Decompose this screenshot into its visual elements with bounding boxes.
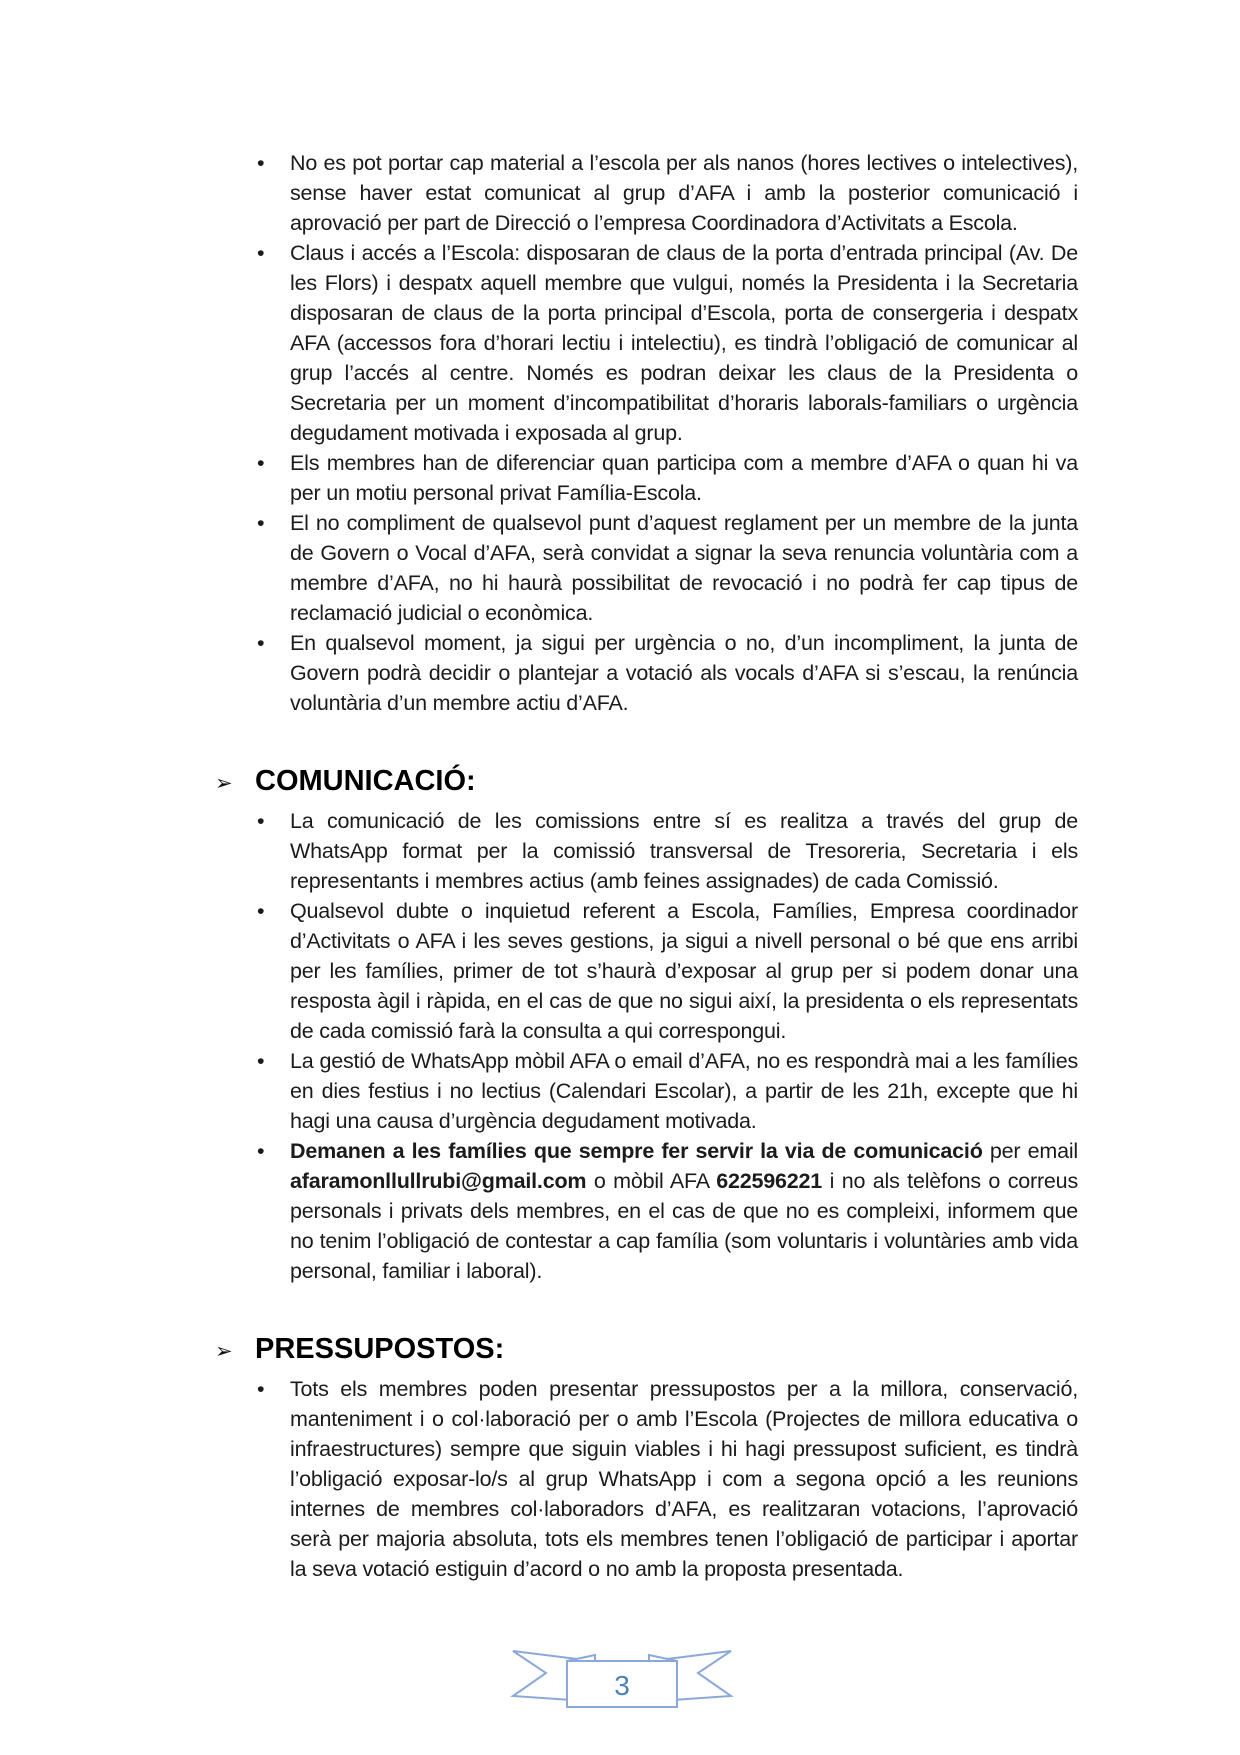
text-run: El no compliment de qualsevol punt d’aquest reglament per un membre de la junta de Govern o Vocal d’AFA, serà convidat a signar la seva renuncia voluntària com a membre d’AFA, no hi haurà possibilitat de revocació i no podrà fer cap tipus de reclamació judicial o econòmica. bbox=[290, 511, 1078, 625]
text-run: per email bbox=[982, 1139, 1079, 1163]
list-item bbox=[290, 806, 1078, 896]
text-run: Els membres han de diferenciar quan participa com a membre d’AFA o quan hi va per un motiu personal privat Família-Escola. bbox=[290, 451, 1078, 505]
bold-text-run: Demanen a les famílies que sempre fer servir la via de comunicació bbox=[290, 1139, 983, 1163]
comunicacio-title: COMUNICACIÓ: bbox=[255, 765, 476, 797]
list-item bbox=[290, 1374, 1078, 1584]
text-run: En qualsevol moment, ja sigui per urgència o no, d’un incompliment, la junta de Govern podrà decidir o plantejar a votació als vocals d’AFA si s’escau, la renúncia voluntària d’un membre actiu d’AFA. bbox=[290, 631, 1078, 715]
page-number-ribbon bbox=[506, 1646, 738, 1712]
list-item bbox=[290, 508, 1078, 628]
page-content bbox=[215, 148, 1080, 1584]
list-item bbox=[290, 896, 1078, 1046]
text-run: La comunicació de les comissions entre sí es realitza a través del grup de WhatsApp format per la comissió transversal de Tresoreria, Secretaria i els representants i membres actius (amb feines assignades) de cada Comissió. bbox=[290, 809, 1078, 893]
bold-text-run: 622596221 bbox=[716, 1169, 823, 1193]
page-number: 3 bbox=[614, 1670, 630, 1701]
arrow-bullet-icon: ➢ bbox=[215, 772, 233, 795]
text-run: La gestió de WhatsApp mòbil AFA o email d’AFA, no es respondrà mai a les famílies en dies festius i no lectius (Calendari Escolar), a partir de les 21h, excepte que hi hagi una causa d’urgència degudament motivada. bbox=[290, 1049, 1078, 1133]
list-item bbox=[290, 628, 1078, 718]
pressupostos-list bbox=[215, 1374, 1080, 1584]
text-run: Claus i accés a l’Escola: disposaran de claus de la porta d’entrada principal (Av. De les Flors) i despatx aquell membre que vulgui, només la Presidenta i la Secretaria disposaran de claus de la porta principal d’Escola, porta de consergeria i despatx AFA (accessos fora d’horari lectiu i intelectiu), es tindrà l’obligació de comunicar al grup l’accés al centre. Només es podran deixar les claus de la Presidenta o Secretaria per un moment d’incompatibilitat d’horaris laborals-familiars o urgència degudament motivada i exposada al grup. bbox=[290, 241, 1078, 445]
text-run: o mòbil AFA bbox=[586, 1169, 717, 1193]
ribbon-banner-icon bbox=[506, 1646, 738, 1712]
section-heading-comunicacio bbox=[215, 763, 1080, 802]
arrow-bullet-icon: ➢ bbox=[215, 1340, 233, 1363]
section-heading-pressupostos bbox=[215, 1331, 1080, 1370]
bold-text-run: afaramonllullrubi@gmail.com bbox=[290, 1169, 587, 1193]
list-item bbox=[290, 448, 1078, 508]
text-run: No es pot portar cap material a l’escola per als nanos (hores lectives o intelectives), sense haver estat comunicat al grup d’AFA i amb la posterior comunicació i aprovació per part de Direcció o l’empresa Coordinadora d’Activitats a Escola. bbox=[290, 151, 1078, 235]
pressupostos-title: PRESSUPOSTOS: bbox=[255, 1333, 505, 1365]
list-item bbox=[290, 238, 1078, 448]
text-run: Qualsevol dubte o inquietud referent a Escola, Famílies, Empresa coordinador d’Activitats o AFA i les seves gestions, ja sigui a nivell personal o bé que ens arribi per les famílies, primer de tot s’haurà d’exposar al grup per si podem donar una resposta àgil i ràpida, en el cas de que no sigui així, la presidenta o els representats de cada comissió farà la consulta a qui correspongui. bbox=[290, 899, 1078, 1043]
comunicacio-list bbox=[215, 806, 1080, 1286]
text-run: Tots els membres poden presentar pressupostos per a la millora, conservació, manteniment i o col·laboració per o amb l’Escola (Projectes de millora educativa o infraestructures) sempre que siguin viables i hi hagi pressupost suficient, es tindrà l’obligació exposar-lo/s al grup WhatsApp i com a segona opció a les reunions internes de membres col·laboradors d’AFA, es realitzaran votacions, l’aprovació serà per majoria absoluta, tots els membres tenen l’obligació de participar i aportar la seva votació estiguin d’acord o no amb la proposta presentada. bbox=[290, 1377, 1078, 1581]
text-run: i no als telèfons o correus personals i privats dels membres, en el cas de que no es compleixi, informem que no tenim l’obligació de contestar a cap família (som voluntaris i voluntàries amb vida personal, familiar i laboral). bbox=[290, 1169, 1078, 1283]
list-item bbox=[290, 1046, 1078, 1136]
general-rules-list bbox=[215, 148, 1080, 718]
list-item bbox=[290, 1136, 1078, 1286]
list-item bbox=[290, 148, 1078, 238]
